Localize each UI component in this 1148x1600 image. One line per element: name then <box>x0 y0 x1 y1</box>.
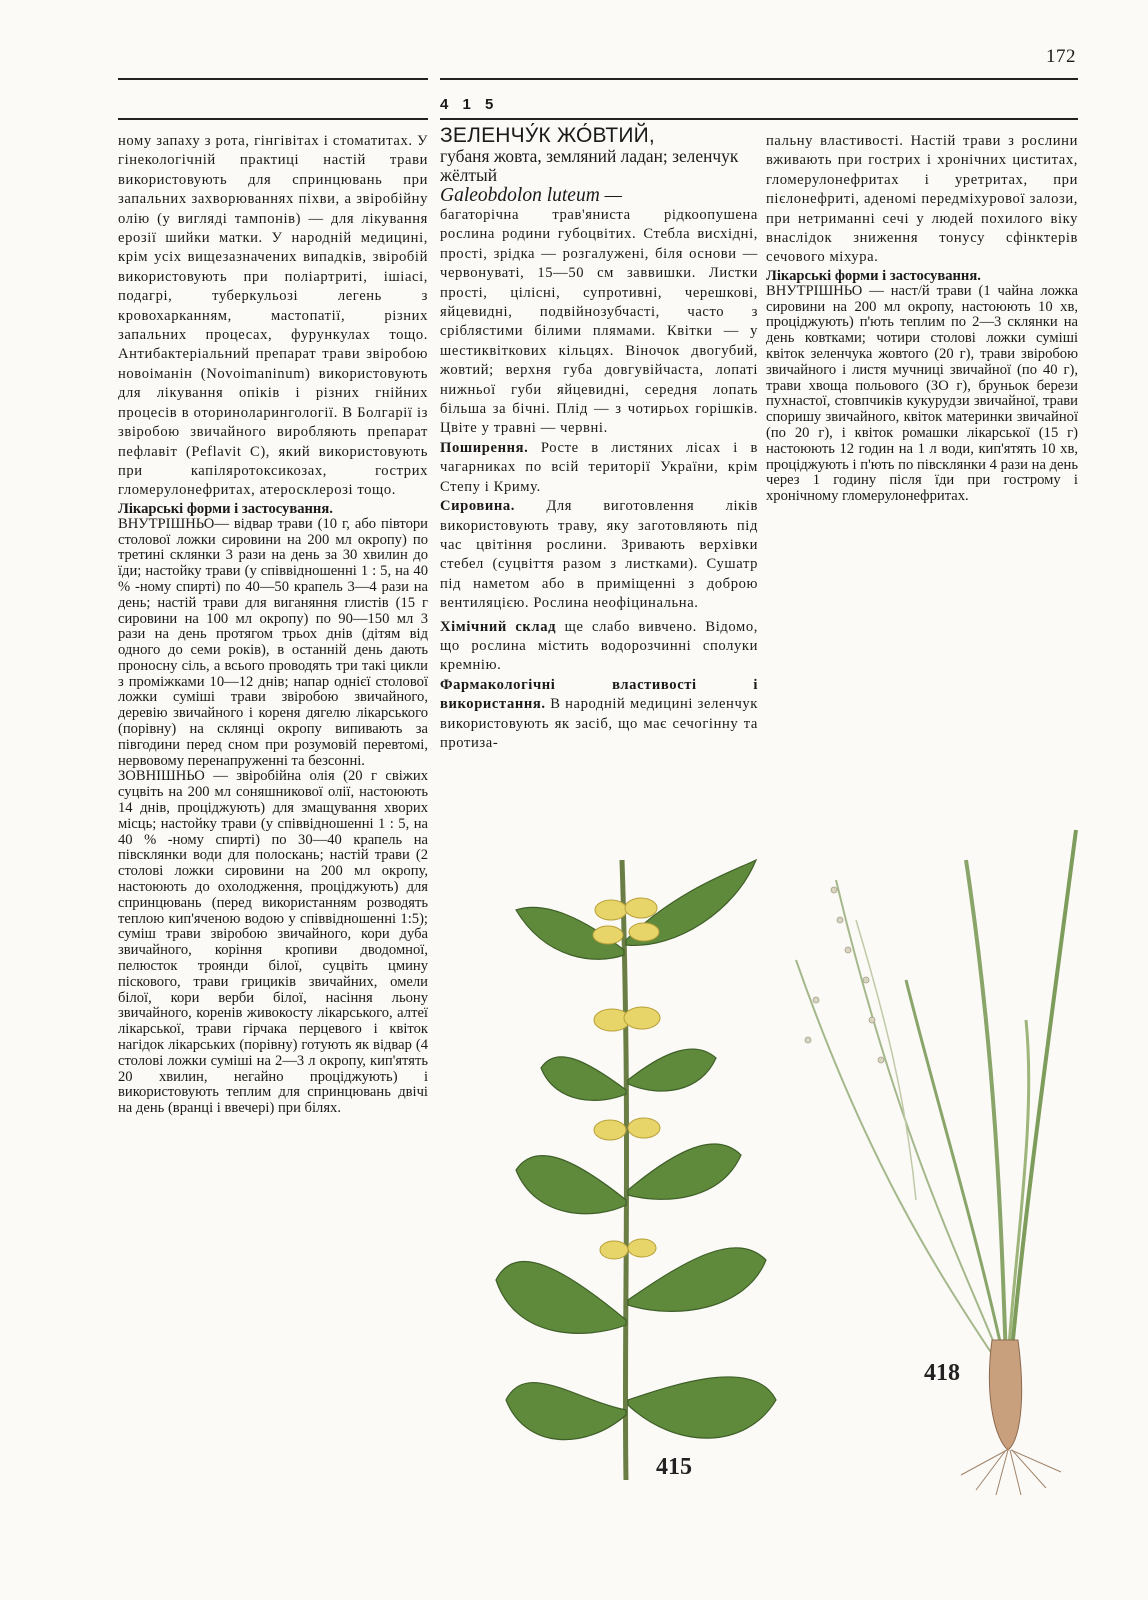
top-rule-right <box>440 78 1078 80</box>
synonyms: губаня жовта, земляний ладан; зеленчук жёлтый <box>440 146 739 185</box>
chemistry-paragraph <box>440 618 758 676</box>
figure-label-415: 415 <box>656 1454 692 1480</box>
illustration-grass <box>796 830 1076 1495</box>
entry-rule-left <box>118 118 428 120</box>
raw-material-paragraph <box>440 497 758 613</box>
column-right <box>766 132 1078 505</box>
internal-text: відвар трави (10 г, або півтори столової ложки сировини на 200 мл окропу) по третині склянки 3 рази на день за 30 хвилин до їди; настойку трави (у співвідношенні 1 : 5, на 40 % -ному спирті) по 40—50 крапель 3—4 рази на день; настій трави для виганяння глистів (15 г сировини на 100 мл окропу) по 90—150 мл 3 рази на день протягом трьох днів (дітям від одного до семи років), в останній день дають проносну сіль, а всього проводять три такі цикли з проміжками 10—12 днів; напар однієї столової ложки суміші трави звіробою звичайного, деревію звичайного і кореня дягелю лікарського (порівну) на склянці окропу випивають за півгодини перед сном при розумовій перевтомі, нервовому перенапруженні та безсонні. <box>118 515 428 769</box>
external-label: ЗОВНІШНЬО — <box>118 768 228 785</box>
raw-material-label: Сировина. <box>440 498 516 515</box>
column-middle <box>440 124 758 753</box>
figure-label-418: 418 <box>924 1360 960 1386</box>
internal-text: наст/й трави (1 чайна ложка сировини на 200 мл окропу, настоюють 10 хв, проціджують) п'ють теплим по 2—3 склянки на день ковтками; чотири столові ложки суміші квіток зеленчука жовтого (20 г), трави звіробою звичайного і листя мучниці звичайної (по 40 г), трави хвоща польового (ЗО г), бруньок берези пухнастої, стовпчиків кукурудзи звичайної, трави споришу звичайного, квіток материнки звичайної (по 20 г), і квіток ромашки лікарської (15 г) настоюють 12 годин на 1 л води, кип'ятять 10 хв, проціджують і п'ють по півсклянки 4 рази на день через 1 годину після їди при гострому і хронічному гломерулонефритах. <box>766 282 1078 505</box>
article-paragraph-continued: пальну властивості. Настій трави з рослини вживають при гострих і хронічних циститах, гломерулонефритах і уретритах, при пієлонефриті, аденомі передміхурової залози, при нетриманні сечі у людей похилого віку внаслідок зниження тонусу сфінктерів сечового міхура. <box>766 133 1078 266</box>
chemistry-text: ще слабо вивчено. Відомо, що рослина містить водорозчинні сполуки кремнію. <box>440 618 758 674</box>
headword: ЗЕЛЕНЧУ́К ЖО́ВТИЙ, <box>440 124 655 147</box>
distribution-paragraph <box>440 439 758 497</box>
pharmacology-label: Фармакологічні властивості і використання. <box>440 676 758 713</box>
distribution-text: Росте в листяних лісах і в чагарниках по всій території України, крім Степу і Криму. <box>440 439 759 495</box>
top-rule-left <box>118 78 428 80</box>
internal-label: ВНУТРІШНЬО— <box>118 515 229 532</box>
internal-use-paragraph <box>118 517 428 770</box>
latin-name: Galeobdolon luteum — <box>440 185 622 206</box>
column-left <box>118 132 428 1117</box>
plant-illustrations <box>436 800 1086 1500</box>
external-use-paragraph <box>118 769 428 1117</box>
entry-rule-right <box>440 118 1078 120</box>
section-heading: Лікарські форми і застосування. <box>118 500 333 517</box>
illustration-galeobdolon <box>496 860 776 1480</box>
page-number: 172 <box>1046 46 1076 67</box>
pharmacology-paragraph <box>440 676 758 754</box>
plant-description: багаторічна трав'яниста рідкоопушена рослина родини губоцвітих. Стебла висхідні, прості, зрідка — розгалужені, біля основи — червонуваті, 15—50 см заввишки. Листки прості, цілісні, супротивні, черешкові, яйцевидні, подвійнозубчасті, часто з сріблястими білими плямами. Квітки — у шестиквіткових кільцях. Віночок двогубий, жовтий; верхня губа довгувійчаста, лопаті нижньої губи яйцевидні, середня лопать більша за бічні. Плід — з чотирьох горішків. Цвіте у травні — червні. <box>440 207 758 437</box>
internal-label: ВНУТРІШНЬО — <box>766 282 884 299</box>
external-text: звіробійна олія (20 г свіжих суцвіть на 200 мл соняшникової олії, настоюють 14 днів, проціджують) для змащування хворих місць; настойку трави (у співвідношенні 1 : 5, на 40 % -ному спирті) по 30—40 крапель на півсклянки води для полоскань; настій трави (2 столові ложки сировини на 200 мл окропу, настоюють до охолодження, проціджують) для спринцювань (перед використанням розводять теплою кип'яченою водою у співвідношенні 1:5); суміш трави звіробою звичайного, кори дуба звичайного, коріння кропиви дводомної, пелюсток троянди білої, суцвіть цмину піскового, трави грициків звичайних, омели білої, кори верби білої, насіння льону звичайного, коренів живокосту лікарського, алтеї лікарської, трави гірчака перцевого і квіток нагідок лікарських (порівну) готують як відвар (4 столові ложки суміші на 2—3 л окропу, кип'ятять 20 хвилин, негайно проціджують) і використовують теплим для спринцювань двічі на день (вранці і ввечері) при білях. <box>118 768 428 1117</box>
pharmacology-text: В народній медицині зеленчук використовують як засіб, що має сечогінну та протиза- <box>440 696 758 751</box>
section-heading: Лікарські форми і застосування. <box>766 267 981 284</box>
distribution-label: Поширення. <box>440 439 529 456</box>
raw-material-text: Для виготовлення ліків використовують траву, яку заготовляють під час цвітіння рослини. Зривають верхівки стебел (суцвіття разом з листками). Сушатр під наметом або в приміщенні з доброю вентиляцією. Рослина неофіцинальна. <box>440 498 758 612</box>
chemistry-label: Хімічний склад <box>440 618 557 635</box>
entry-number: 4 1 5 <box>440 96 499 113</box>
internal-use-paragraph <box>766 284 1078 505</box>
article-paragraph: ному запаху з рота, гінгівітах і стоматитах. У гінекологічній практиці настій трави використовують для спринцювань при запальних захворюваннях піхви, а звіробійну олію (у вигляді тампонів) — для лікування ерозії шийки матки. У народній медицині, крім усіх вищезазначених випадків, звіробій використовують при поліартриті, ішіасі, подагрі, туберкульозі легень з кровохарканням, мастопатії, різних запальних процесах, фурункулах тощо. Антибактеріальний препарат трави звіробою новоіманін (Novoimaninum) використовують для лікування опіків і різних гнійних процесів в оториноларингології. В Болгарії із звіробою звичайного виробляють препарат пефлавіт (Peflavit С), який використовують при капіляротоксикозах, гострих гломерулонефритах, атеросклерозі тощо. <box>118 133 428 499</box>
botanical-plate <box>436 800 1086 1500</box>
